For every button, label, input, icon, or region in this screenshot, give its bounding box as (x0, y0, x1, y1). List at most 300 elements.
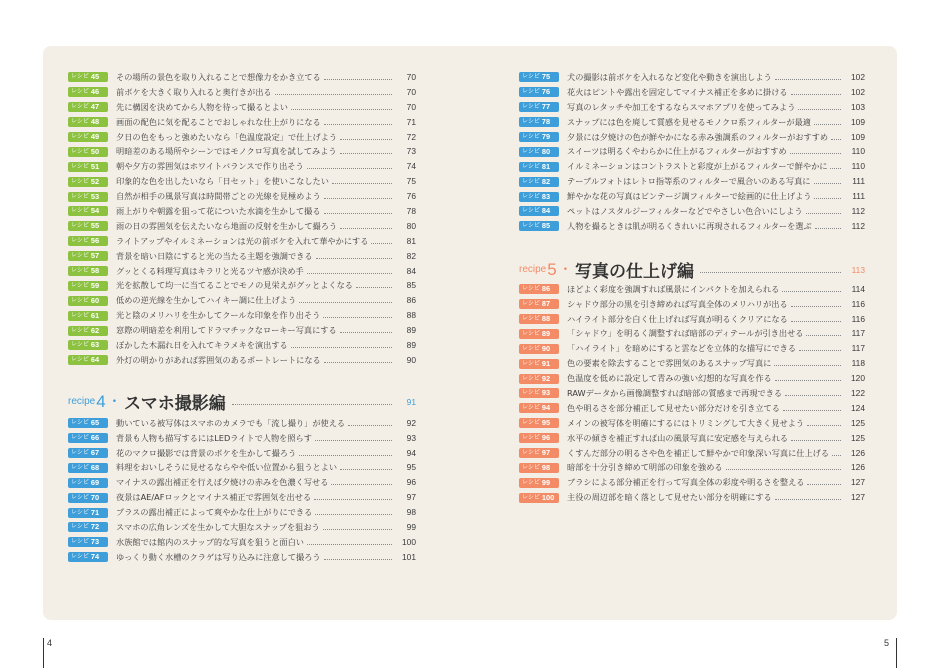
badge-prefix: レシピ (71, 435, 89, 442)
entry-page: 82 (406, 250, 416, 261)
toc-entry[interactable] (68, 490, 416, 505)
toc-entry[interactable] (519, 312, 865, 327)
toc-entry[interactable] (68, 85, 416, 100)
badge-prefix: レシピ (71, 89, 89, 96)
entry-title: 背景も人物も描写するにはLEDライトで人物を照らす (116, 432, 312, 443)
leader-dots (331, 484, 392, 485)
toc-entry[interactable] (519, 326, 865, 341)
badge-number: 62 (90, 325, 100, 335)
entry-title: 夕日の色をもっと強めたいなら「色温度設定」で仕上げよう (116, 131, 338, 142)
badge-number: 71 (90, 507, 100, 517)
badge-number: 82 (541, 176, 551, 186)
entry-title: 窓際の明暗差を利用してドラマチックなローキー写真にする (116, 325, 337, 336)
recipe-badge (68, 537, 108, 547)
badge-prefix: レシピ (522, 330, 540, 337)
badge-prefix: レシピ (71, 104, 89, 111)
leader-dots (815, 228, 841, 229)
leader-dots (324, 198, 392, 199)
badge-number: 51 (90, 161, 100, 171)
chapter-bullet: • (562, 264, 569, 275)
toc-entry[interactable] (68, 144, 416, 159)
toc-entry[interactable] (68, 550, 416, 565)
entry-page: 110 (851, 161, 865, 172)
badge-number: 81 (541, 161, 551, 171)
entry-title: 写真のレタッチや加工をするならスマホアプリを使ってみよう (567, 101, 796, 112)
badge-prefix: レシピ (522, 435, 540, 442)
leader-dots (807, 425, 841, 426)
toc-entry[interactable] (68, 204, 416, 219)
leader-dots (324, 362, 392, 363)
badge-number: 76 (541, 87, 551, 97)
recipe-badge (519, 177, 559, 187)
recipe-badge (519, 314, 559, 324)
badge-prefix: レシピ (71, 163, 89, 170)
toc-entry[interactable] (519, 475, 865, 490)
toc-entry[interactable] (68, 249, 416, 264)
entry-page: 127 (851, 492, 865, 503)
badge-prefix: レシピ (71, 253, 89, 260)
leader-dots (798, 109, 841, 110)
toc-entry[interactable] (519, 219, 865, 234)
toc-entry[interactable] (68, 234, 416, 249)
chapter-title: スマホ撮影編 (124, 394, 226, 415)
recipe-badge (519, 344, 559, 354)
toc-entry[interactable] (519, 356, 865, 371)
toc-entry[interactable] (68, 338, 416, 353)
badge-number: 87 (541, 299, 551, 309)
badge-prefix: レシピ (522, 316, 540, 323)
badge-number: 66 (90, 433, 100, 443)
badge-prefix: レシピ (71, 119, 89, 126)
entry-page: 98 (406, 507, 416, 518)
badge-prefix: レシピ (71, 464, 89, 471)
entry-page: 100 (402, 536, 416, 547)
entry-page: 99 (406, 522, 416, 533)
recipe-badge (68, 493, 108, 503)
recipe-badge (68, 192, 108, 202)
badge-prefix: レシピ (522, 345, 540, 352)
toc-entry[interactable] (519, 416, 865, 431)
recipe-badge (68, 162, 108, 172)
entry-page: 122 (851, 388, 865, 399)
leader-dots (340, 153, 392, 154)
recipe-badge (68, 177, 108, 187)
badge-number: 58 (90, 266, 100, 276)
entry-title: ほどよく彩度を強調すれば風景にインパクトを加えられる (567, 283, 780, 294)
badge-prefix: レシピ (71, 134, 89, 140)
leader-dots (307, 273, 392, 274)
toc-entry[interactable] (68, 219, 416, 234)
toc-entry[interactable] (519, 144, 865, 159)
leader-dots (316, 258, 392, 259)
badge-number: 74 (90, 552, 100, 562)
entry-page: 124 (851, 402, 865, 413)
entry-title: 雨上がりや朝露を狙って花についた水滴を生かして撮る (116, 206, 321, 217)
leader-dots (324, 124, 392, 125)
badge-number: 95 (541, 418, 551, 428)
toc-entry[interactable] (519, 371, 865, 386)
entry-page: 102 (851, 72, 865, 82)
recipe-badge (519, 374, 559, 384)
entry-page: 112 (851, 220, 865, 231)
entry-page: 88 (406, 310, 416, 321)
toc-entry[interactable] (68, 323, 416, 338)
badge-number: 100 (541, 492, 555, 502)
leader-dots (775, 380, 841, 381)
entry-title: スイーツは明るくやわらかに仕上がるフィルターがおすすめ (567, 146, 787, 157)
leader-dots (806, 335, 841, 336)
entry-title: 光を拡散して均一に当てることでモノの見栄えがグッとよくなる (116, 280, 353, 291)
leader-dots (806, 213, 841, 214)
badge-number: 69 (90, 477, 100, 487)
recipe-badge (68, 552, 108, 562)
badge-prefix: レシピ (71, 268, 89, 275)
chapter-4-heading[interactable] (68, 391, 416, 415)
entry-page: 78 (406, 206, 416, 217)
badge-prefix: レシピ (71, 327, 89, 334)
leader-dots (324, 213, 392, 214)
recipe-badge (68, 87, 108, 97)
recipe-badge (68, 251, 108, 261)
leader-dots (791, 440, 841, 441)
toc-entry[interactable] (68, 70, 416, 85)
entry-title: 画面の配色に気を配ることでおしゃれな仕上がりになる (116, 116, 321, 127)
entry-page: 70 (406, 101, 416, 112)
leader-dots (726, 469, 841, 470)
entry-page: 114 (851, 283, 865, 294)
entry-page: 127 (851, 477, 865, 488)
entry-title: 水平の傾きを補正すれば山の風景写真に安定感を与えられる (567, 432, 789, 443)
leader-dots (324, 559, 392, 560)
badge-number: 52 (90, 176, 100, 186)
right-entries-top (519, 70, 865, 234)
badge-number: 63 (90, 340, 100, 350)
badge-prefix: レシピ (71, 178, 89, 185)
badge-number: 79 (541, 132, 551, 141)
badge-prefix: レシピ (522, 74, 540, 81)
entry-title: 先に構図を決めてから人物を待って撮るとよい (116, 101, 288, 112)
badge-prefix: レシピ (522, 494, 540, 501)
badge-prefix: レシピ (71, 509, 89, 516)
toc-entry[interactable] (68, 505, 416, 520)
entry-title: 主役の周辺部を暗く落として見せたい部分を明確にする (567, 492, 772, 503)
entry-title: グッとくる料理写真はキラリと光るツヤ感が決め手 (116, 265, 304, 276)
badge-prefix: レシピ (71, 282, 89, 289)
leader-dots (832, 455, 841, 456)
entry-page: 72 (406, 131, 416, 142)
entry-title: 「ハイライト」を暗めにすると雲などを立体的な描写にできる (567, 343, 797, 354)
recipe-badge (68, 326, 108, 336)
badge-number: 50 (90, 146, 100, 156)
badge-number: 57 (90, 251, 100, 261)
badge-number: 90 (541, 343, 551, 353)
badge-number: 61 (90, 310, 100, 320)
badge-prefix: レシピ (522, 375, 540, 382)
toc-entry[interactable] (519, 431, 865, 446)
badge-number: 70 (90, 492, 100, 502)
left-entries-bottom (68, 416, 416, 565)
toc-entry[interactable] (519, 446, 865, 461)
badge-number: 94 (541, 403, 551, 413)
toc-entry[interactable] (519, 460, 865, 475)
leader-dots (314, 499, 392, 500)
leader-dots (371, 243, 392, 244)
badge-prefix: レシピ (71, 450, 89, 457)
badge-number: 73 (90, 537, 100, 547)
badge-prefix: レシピ (522, 148, 540, 155)
toc-entry[interactable] (68, 535, 416, 550)
badge-number: 48 (90, 117, 100, 127)
entry-page: 102 (851, 86, 865, 97)
badge-prefix: レシピ (522, 178, 540, 185)
recipe-badge (519, 102, 559, 112)
leader-dots (315, 440, 392, 441)
badge-number: 60 (90, 295, 100, 305)
badge-prefix: レシピ (522, 119, 540, 126)
entry-page: 80 (406, 220, 416, 231)
entry-page: 85 (406, 280, 416, 291)
badge-number: 96 (541, 433, 551, 443)
toc-entry[interactable] (68, 100, 416, 115)
leader-dots (830, 168, 841, 169)
toc-entry[interactable] (68, 416, 416, 431)
entry-title: 明暗差のある場所やシーンではモノクロ写真を試してみよう (116, 146, 337, 157)
entry-page: 125 (851, 432, 865, 443)
badge-prefix: レシピ (522, 405, 540, 412)
badge-number: 91 (541, 358, 551, 368)
entry-title: 夕景には夕焼けの色が鮮やかになる赤み強調系のフィルターがおすすめ (567, 131, 829, 142)
badge-number: 98 (541, 462, 551, 472)
badge-number: 88 (541, 314, 551, 324)
entry-page: 116 (851, 298, 865, 309)
recipe-badge (519, 448, 559, 458)
leader-dots (774, 365, 841, 366)
toc-entry[interactable] (519, 70, 865, 85)
entry-title: 花火はピントや露出を固定してマイナス補正を多めに掛ける (567, 86, 788, 97)
entry-page: 89 (406, 340, 416, 351)
leader-dots (814, 183, 842, 184)
entry-title: 暗部を十分引き締めて明部の印象を強める (567, 462, 723, 473)
badge-number: 75 (541, 72, 551, 82)
toc-entry[interactable] (519, 341, 865, 356)
toc-entry[interactable] (68, 353, 416, 368)
recipe-badge (68, 296, 108, 306)
leader-dots (232, 404, 392, 405)
toc-entry[interactable] (68, 520, 416, 535)
badge-number: 54 (90, 206, 100, 216)
toc-entry[interactable] (519, 159, 865, 174)
entry-title: シャドウ部分の黒を引き締めれば写真全体のメリハリが出る (567, 298, 788, 309)
badge-number: 99 (541, 477, 551, 487)
entry-title: 水族館では館内のスナップ的な写真を狙うと面白い (116, 536, 304, 547)
leader-dots (814, 198, 841, 199)
leader-dots (324, 79, 392, 80)
leader-dots (323, 317, 392, 318)
badge-prefix: レシピ (522, 301, 540, 308)
leader-dots (775, 79, 841, 80)
entry-page: 86 (406, 295, 416, 306)
badge-number: 46 (90, 87, 100, 97)
toc-entry[interactable] (68, 446, 416, 461)
chapter-number: 5 (547, 259, 557, 279)
badge-number: 78 (541, 117, 551, 127)
badge-prefix: レシピ (71, 494, 89, 501)
leader-dots (814, 124, 841, 125)
spacer (68, 368, 416, 394)
entry-page: 110 (851, 146, 865, 157)
toc-entry[interactable] (519, 401, 865, 416)
entry-title: RAWデータから画像調整すれば暗部の質感まで再現できる (567, 388, 783, 399)
badge-prefix: レシピ (71, 554, 89, 561)
toc-entry[interactable] (68, 431, 416, 446)
entry-title: ゆっくり動く水槽のクラゲは写り込みに注意して撮ろう (116, 551, 321, 562)
badge-prefix: レシピ (71, 297, 89, 304)
badge-prefix: レシピ (522, 360, 540, 367)
toc-entry[interactable] (68, 264, 416, 279)
recipe-badge (519, 87, 559, 97)
entry-page: 109 (851, 131, 865, 142)
badge-prefix: レシピ (522, 464, 540, 471)
badge-number: 53 (90, 191, 100, 201)
entry-page: 81 (406, 235, 416, 246)
entry-title: プラスの露出補正によって爽やかな仕上がりにできる (116, 507, 313, 518)
badge-number: 80 (541, 146, 551, 156)
badge-number: 55 (90, 221, 100, 231)
badge-prefix: レシピ (71, 539, 89, 546)
entry-title: 夜景はAE/AFロックとマイナス補正で雰囲気を出せる (116, 492, 312, 503)
entry-page: 89 (406, 325, 416, 336)
leader-dots (323, 529, 392, 530)
chapter-prefix: recipe (68, 396, 96, 408)
badge-number: 85 (541, 221, 551, 231)
recipe-badge (519, 388, 559, 398)
chapter-5-heading[interactable] (519, 259, 865, 283)
badge-number: 83 (541, 191, 551, 201)
recipe-badge (68, 266, 108, 276)
toc-entry[interactable] (519, 204, 865, 219)
toc-entry[interactable] (519, 490, 865, 505)
badge-prefix: レシピ (522, 104, 540, 111)
toc-entry[interactable] (519, 85, 865, 100)
toc-entry[interactable] (519, 386, 865, 401)
toc-entry[interactable] (68, 130, 416, 145)
entry-title: 雨の日の雰囲気を伝えたいなら地面の反射を生かして撮ろう (116, 220, 338, 231)
entry-page: 75 (406, 176, 416, 187)
toc-entry[interactable] (68, 278, 416, 293)
recipe-badge (519, 117, 559, 127)
toc-entry[interactable] (519, 174, 865, 189)
recipe-badge (519, 359, 559, 369)
entry-title: 「シャドウ」を明るく調整すれば暗部のディテールが引き出せる (567, 328, 804, 339)
badge-prefix: レシピ (71, 223, 89, 230)
toc-entry[interactable] (519, 115, 865, 130)
toc-entry[interactable] (519, 100, 865, 115)
entry-title: くすんだ部分の明るさや色を補正して鮮やかで印象深い写真に仕上げる (567, 447, 830, 458)
entry-page: 125 (851, 417, 865, 428)
badge-prefix: レシピ (71, 208, 89, 215)
recipe-badge (68, 221, 108, 231)
leader-dots (783, 410, 841, 411)
toc-entry[interactable] (68, 460, 416, 475)
leader-dots (782, 291, 841, 292)
recipe-badge (519, 493, 559, 503)
badge-number: 92 (541, 373, 551, 383)
badge-number: 93 (541, 388, 551, 398)
entry-page: 109 (851, 116, 865, 127)
toc-entry[interactable] (68, 475, 416, 490)
toc-right-column (519, 70, 865, 505)
page-number-right: 5 (884, 638, 890, 648)
toc-entry[interactable] (68, 174, 416, 189)
entry-page: 96 (406, 477, 416, 488)
entry-page: 112 (851, 206, 865, 217)
badge-prefix: レシピ (522, 89, 540, 96)
leader-dots (785, 395, 841, 396)
entry-title: 自然が相手の風景写真は時間帯ごとの光線を見極めよう (116, 191, 321, 202)
leader-dots (299, 302, 392, 303)
entry-page: 126 (851, 447, 865, 458)
entry-title: 光と陰のメリハリを生かしてクールな印象を作り出そう (116, 310, 321, 321)
entry-page: 94 (406, 447, 416, 458)
recipe-badge (68, 418, 108, 428)
toc-entry[interactable] (519, 297, 865, 312)
entry-page: 74 (406, 161, 416, 172)
toc-entry[interactable] (68, 308, 416, 323)
recipe-badge (519, 132, 559, 142)
toc-entry[interactable] (519, 282, 865, 297)
toc-entry[interactable] (519, 189, 865, 204)
entry-title: メインの被写体を明確にするにはトリミングして大きく見せよう (567, 417, 805, 428)
entry-page: 95 (406, 462, 416, 473)
chapter-page: 91 (406, 396, 416, 407)
recipe-badge (68, 132, 108, 142)
leader-dots (791, 94, 841, 95)
entry-title: ハイライト部分を白く仕上げれば写真が明るくクリアになる (567, 313, 788, 324)
entry-title: 低めの逆光線を生かしてハイキー調に仕上げよう (116, 295, 297, 306)
badge-number: 47 (90, 102, 100, 112)
chapter-page: 113 (851, 264, 865, 275)
toc-entry[interactable] (519, 130, 865, 145)
leader-dots (831, 139, 841, 140)
badge-prefix: レシピ (71, 524, 89, 531)
recipe-badge (68, 478, 108, 488)
badge-prefix: レシピ (71, 148, 89, 155)
badge-prefix: レシピ (522, 286, 540, 293)
leader-dots (332, 183, 392, 184)
badge-prefix: レシピ (522, 420, 540, 427)
entry-page: 126 (851, 462, 865, 473)
entry-page: 84 (406, 265, 416, 276)
toc-entry[interactable] (68, 189, 416, 204)
leader-dots (790, 153, 841, 154)
leader-dots (340, 469, 392, 470)
entry-page: 73 (406, 146, 416, 157)
toc-entry[interactable] (68, 115, 416, 130)
recipe-badge (519, 221, 559, 231)
entry-title: 花のマクロ撮影では背景のボケを生かして撮ろう (116, 447, 297, 458)
entry-title: スナップには色を廃して質感を見せるモノクロ系フィルターが最適 (567, 116, 811, 127)
toc-entry[interactable] (68, 159, 416, 174)
entry-page: 111 (852, 191, 865, 202)
leader-dots (307, 544, 392, 545)
badge-number: 68 (90, 462, 100, 472)
entry-title: イルミネーションはコントラストと彩度が上がるフィルターで鮮やかに (567, 161, 828, 172)
toc-entry[interactable] (68, 293, 416, 308)
entry-title: 色の要素を除去することで雰囲気のあるスナップ写真に (567, 358, 772, 369)
badge-prefix: レシピ (71, 312, 89, 319)
entry-page: 90 (406, 354, 416, 365)
leader-dots (315, 514, 392, 515)
